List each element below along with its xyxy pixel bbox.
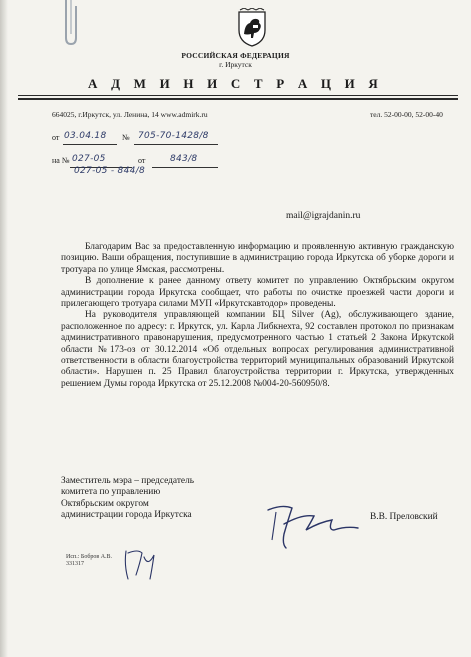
phone-line: тел. 52-00-00, 52-00-40	[370, 110, 443, 119]
ref-from-label: от	[52, 133, 60, 142]
position-line-2: комитета по управлению	[61, 487, 161, 498]
executor-name: Исп.: Бобров А.В.	[66, 554, 113, 560]
ref-ot-label: от	[138, 156, 146, 165]
body-paragraph-2: В дополнение к ранее данному ответу комитет по управлению Октябрьским округом администрации города Иркутска сообщает, что работы по очистке проезжей части дороги и прилегающего тротуара силами МУП «Иркутскавтодор» проведены.	[61, 276, 454, 310]
signatory-name: В.В. Преловский	[370, 512, 438, 522]
body-paragraph-1: Благодарим Вас за предоставленную информацию и проявленную активную гражданскую позицию. Ваши обращения, поступившие в администрацию города Иркутска об уборке дороги и тротуара по улице Ямская, рассмотрены.	[61, 242, 454, 275]
ref-number-underline	[134, 144, 218, 145]
header-divider-top	[18, 95, 458, 96]
signatory-position	[61, 476, 241, 522]
address-line: 664025, г.Иркутск, ул. Ленина, 14 www.admirk.ru	[52, 110, 208, 119]
executor-info	[66, 554, 112, 568]
letter-body	[61, 242, 454, 390]
addressee-email: mail@igrajdanin.ru	[286, 211, 361, 221]
position-line-1: Заместитель мэра – председатель	[61, 476, 195, 486]
ref-date-underline	[63, 144, 117, 145]
body-paragraph-3: На руководителя управляющей компании БЦ Silver (Ag), обслуживающего здание, расположенное по адресу: г. Иркутск, ул. Карла Либкнехта, 92 составлен протокол по признакам административного правонарушения, предусмотренного частью 1 статьей 2 Закона Иркутской области №173-оз от 30.12.2014 «Об отдельных вопросах регулирования административной ответственности в области благоустройства территорий муниципальных образований Иркутской области». Нарушен п. 25 Правил благоустройства территории г. Иркутска, утвержденных решением Думы города Иркутска от 25.12.2008 №004-20-560950/8.	[61, 310, 454, 389]
executor-initials-mark	[120, 545, 160, 583]
header-divider-bottom	[18, 98, 458, 100]
ref-na-label: на №	[52, 156, 70, 165]
ref-ot-underline	[152, 167, 218, 168]
ref-incoming-number: 027-05	[72, 154, 106, 164]
position-line-3: Октябрьским округом	[61, 498, 149, 509]
letterhead-title: А Д М И Н И С Т Р А Ц И Я	[88, 76, 383, 91]
country-name: РОССИЙСКАЯ ФЕДЕРАЦИЯ	[181, 51, 290, 60]
ref-from-date: 03.04.18	[64, 131, 107, 141]
ref-second-line: 027-05 - 844/8	[74, 166, 145, 176]
page-edge-shadow	[0, 0, 8, 657]
ref-no-sign: №	[122, 133, 130, 142]
city-name: г. Иркутск	[219, 60, 252, 69]
executor-phone: 331317	[66, 561, 84, 567]
ref-incoming-ref: 843/8	[170, 154, 198, 164]
paper-clip-icon	[58, 0, 84, 48]
ref-outgoing-number: 705-70-1428/8	[138, 131, 209, 141]
irkutsk-coat-of-arms-icon	[236, 8, 268, 48]
handwritten-signature	[262, 500, 362, 554]
position-line-4: администрации города Иркутска	[61, 510, 192, 521]
